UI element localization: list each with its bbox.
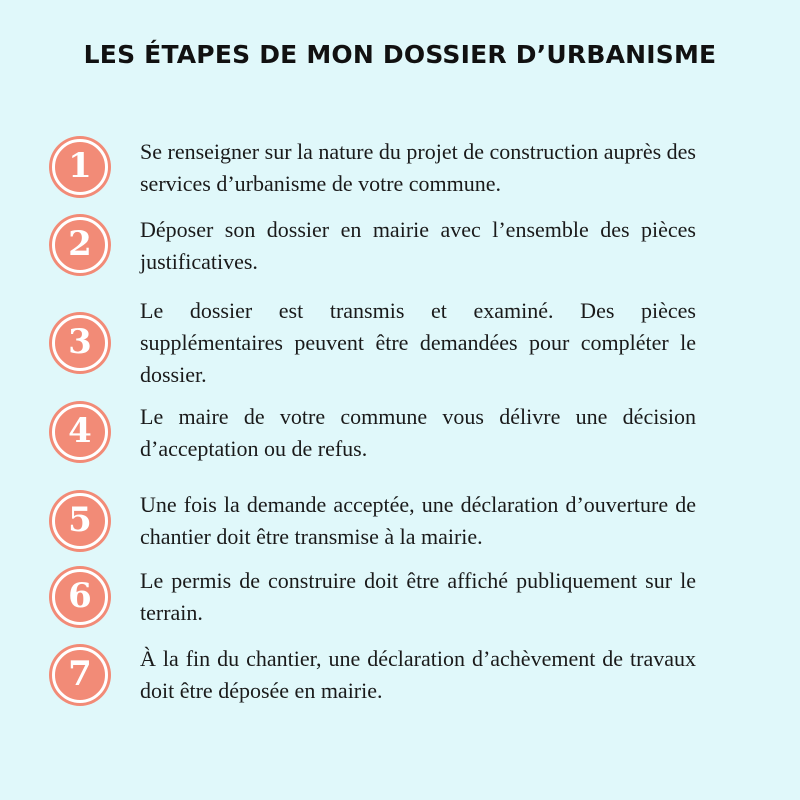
step-number: 2 xyxy=(68,224,92,264)
step-text: Se renseigner sur la nature du projet de construction auprès des services d’urbanisme de votre commune. xyxy=(140,139,696,196)
step-text: Une fois la demande acceptée, une déclaration d’ouverture de chantier doit être transmise à la mairie. xyxy=(140,492,696,549)
step-text: Le maire de votre commune vous délivre une décision d’acceptation ou de refus. xyxy=(140,404,696,461)
page-title: LES ÉTAPES DE MON DOSSIER D’URBANISME xyxy=(83,40,717,69)
step-number: 5 xyxy=(68,500,92,540)
step-number: 1 xyxy=(68,146,92,186)
step-number-badge xyxy=(52,139,108,195)
step-number: 6 xyxy=(68,576,92,616)
step-text: Le permis de construire doit être affiché publiquement sur le terrain. xyxy=(140,568,696,625)
step-number-badge xyxy=(52,493,108,549)
step-number-badge xyxy=(52,217,108,273)
step-number-badge xyxy=(52,569,108,625)
step-number: 3 xyxy=(68,322,92,362)
step-number-badge xyxy=(52,647,108,703)
step-number: 7 xyxy=(68,654,92,694)
step-text: À la fin du chantier, une déclaration d’achèvement de travaux doit être déposée en mairie. xyxy=(140,646,696,703)
step-text: Le dossier est transmis et examiné. Des pièces supplémentaires peuvent être demandées pour compléter le dossier. xyxy=(140,298,696,387)
step-text: Déposer son dossier en mairie avec l’ensemble des pièces justificatives. xyxy=(140,217,696,274)
step-number: 4 xyxy=(68,411,92,451)
step-number-badge xyxy=(52,404,108,460)
step-number-badge xyxy=(52,315,108,371)
